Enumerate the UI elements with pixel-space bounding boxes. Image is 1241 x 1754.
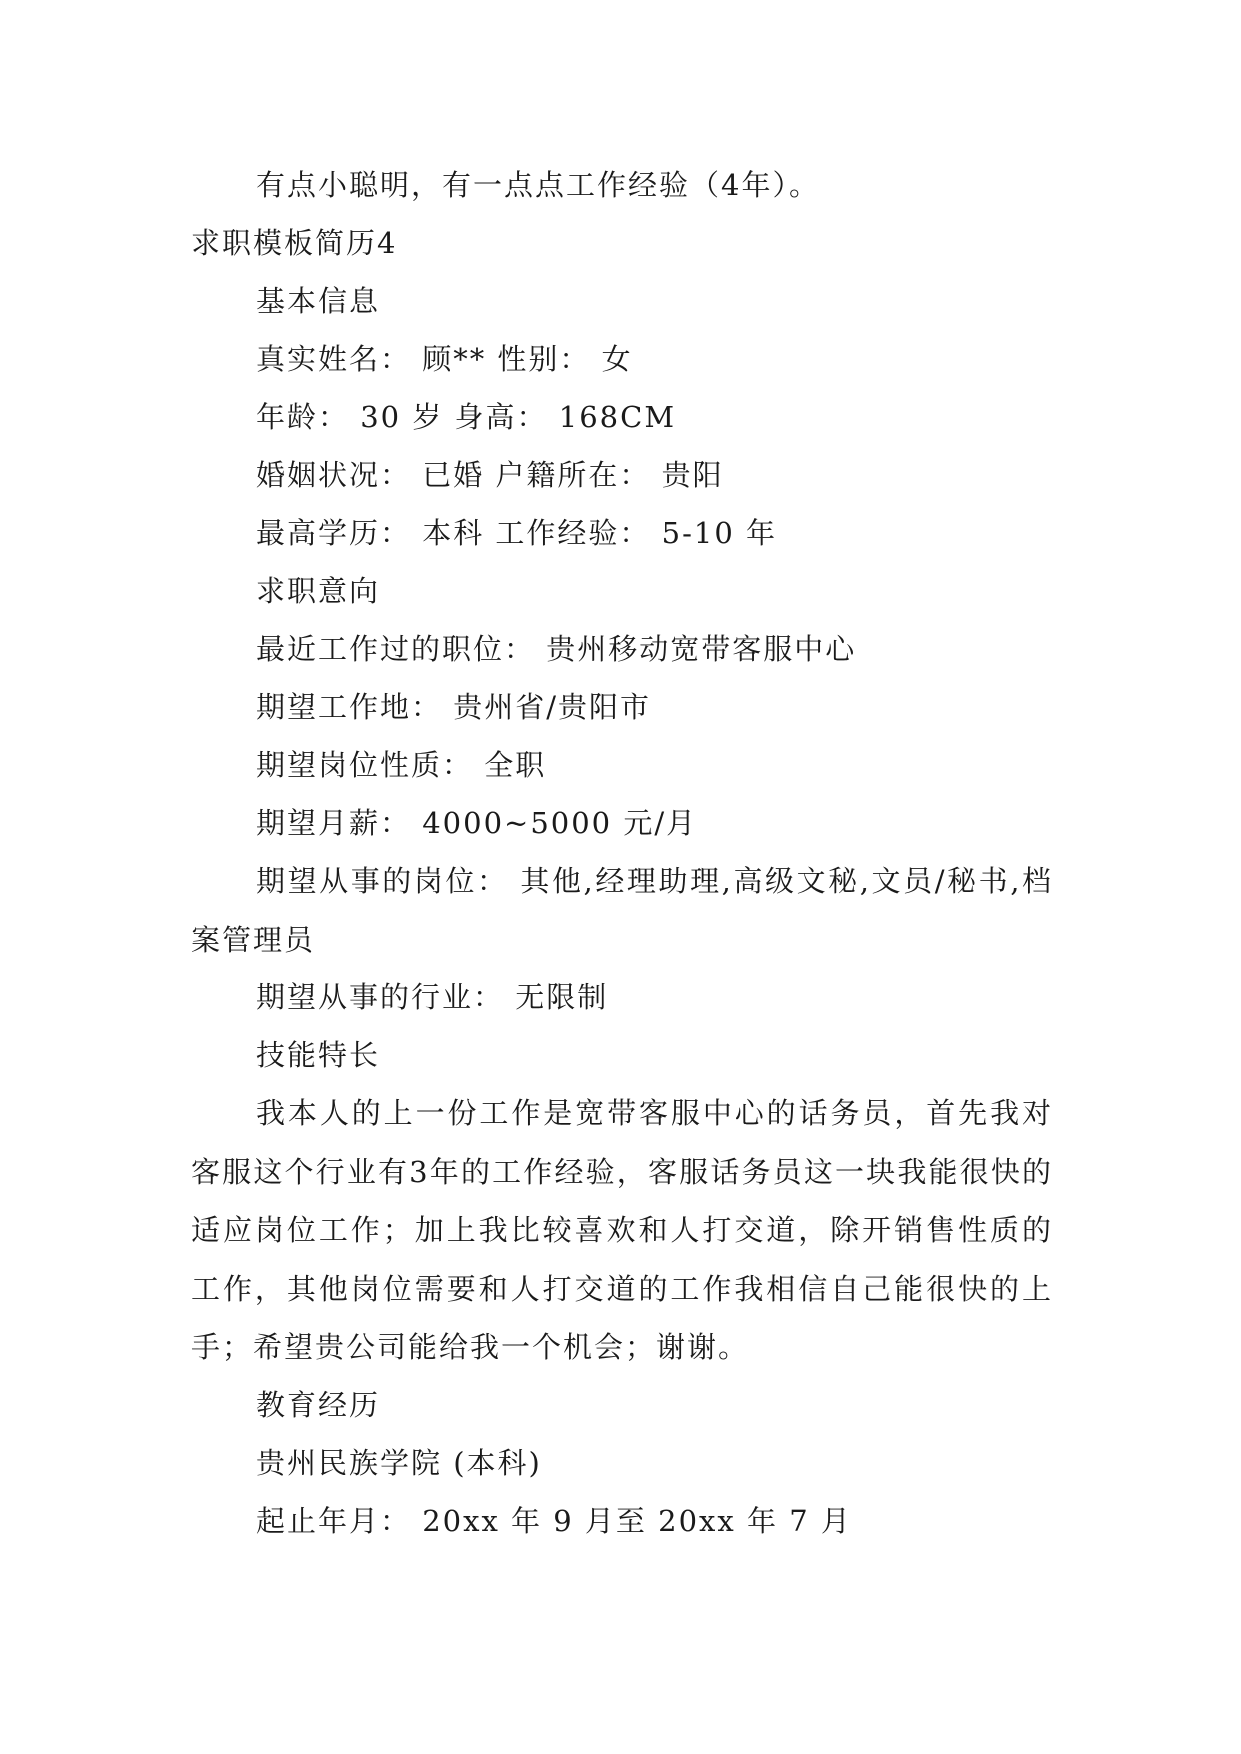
heading-job-intention: 求职意向 <box>256 574 381 608</box>
field-expected-industry: 期望从事的行业： 无限制 <box>256 980 609 1014</box>
field-expected-location: 期望工作地： 贵州省/贵阳市 <box>256 690 651 724</box>
heading-education: 教育经历 <box>256 1388 381 1422</box>
field-marital-residence: 婚姻状况： 已婚 户籍所在： 贵阳 <box>256 458 724 492</box>
field-education-experience: 最高学历： 本科 工作经验： 5-10 年 <box>256 516 778 550</box>
intro-line: 有点小聪明，有一点点工作经验（4年）。 <box>256 168 820 202</box>
heading-skills: 技能特长 <box>256 1038 381 1072</box>
field-school: 贵州民族学院 (本科) <box>256 1446 542 1480</box>
field-name-gender: 真实姓名： 顾** 性别： 女 <box>256 342 633 376</box>
skills-paragraph: 我本人的上一份工作是宽带客服中心的话务员，首先我对客服这个行业有3年的工作经验，客服话务员这一块我能很快的适应岗位工作；加上我比较喜欢和人打交道，除开销售性质的工作，其他岗位需要和人打交道的工作我相信自己能很快的上手；希望贵公司能给我一个机会；谢谢。 <box>191 1096 1053 1364</box>
field-expected-positions: 期望从事的岗位： 其他,经理助理,高级文秘,文员/秘书,档案管理员 <box>191 864 1053 957</box>
field-study-period: 起止年月： 20xx 年 9 月至 20xx 年 7 月 <box>256 1504 852 1538</box>
field-recent-position: 最近工作过的职位： 贵州移动宽带客服中心 <box>256 632 857 666</box>
section-title-resume: 求职模板简历4 <box>191 226 398 260</box>
field-expected-job-type: 期望岗位性质： 全职 <box>256 748 547 782</box>
heading-basic-info: 基本信息 <box>256 284 381 318</box>
field-expected-salary: 期望月薪： 4000~5000 元/月 <box>256 806 698 840</box>
field-age-height: 年龄： 30 岁 身高： 168CM <box>256 400 677 434</box>
